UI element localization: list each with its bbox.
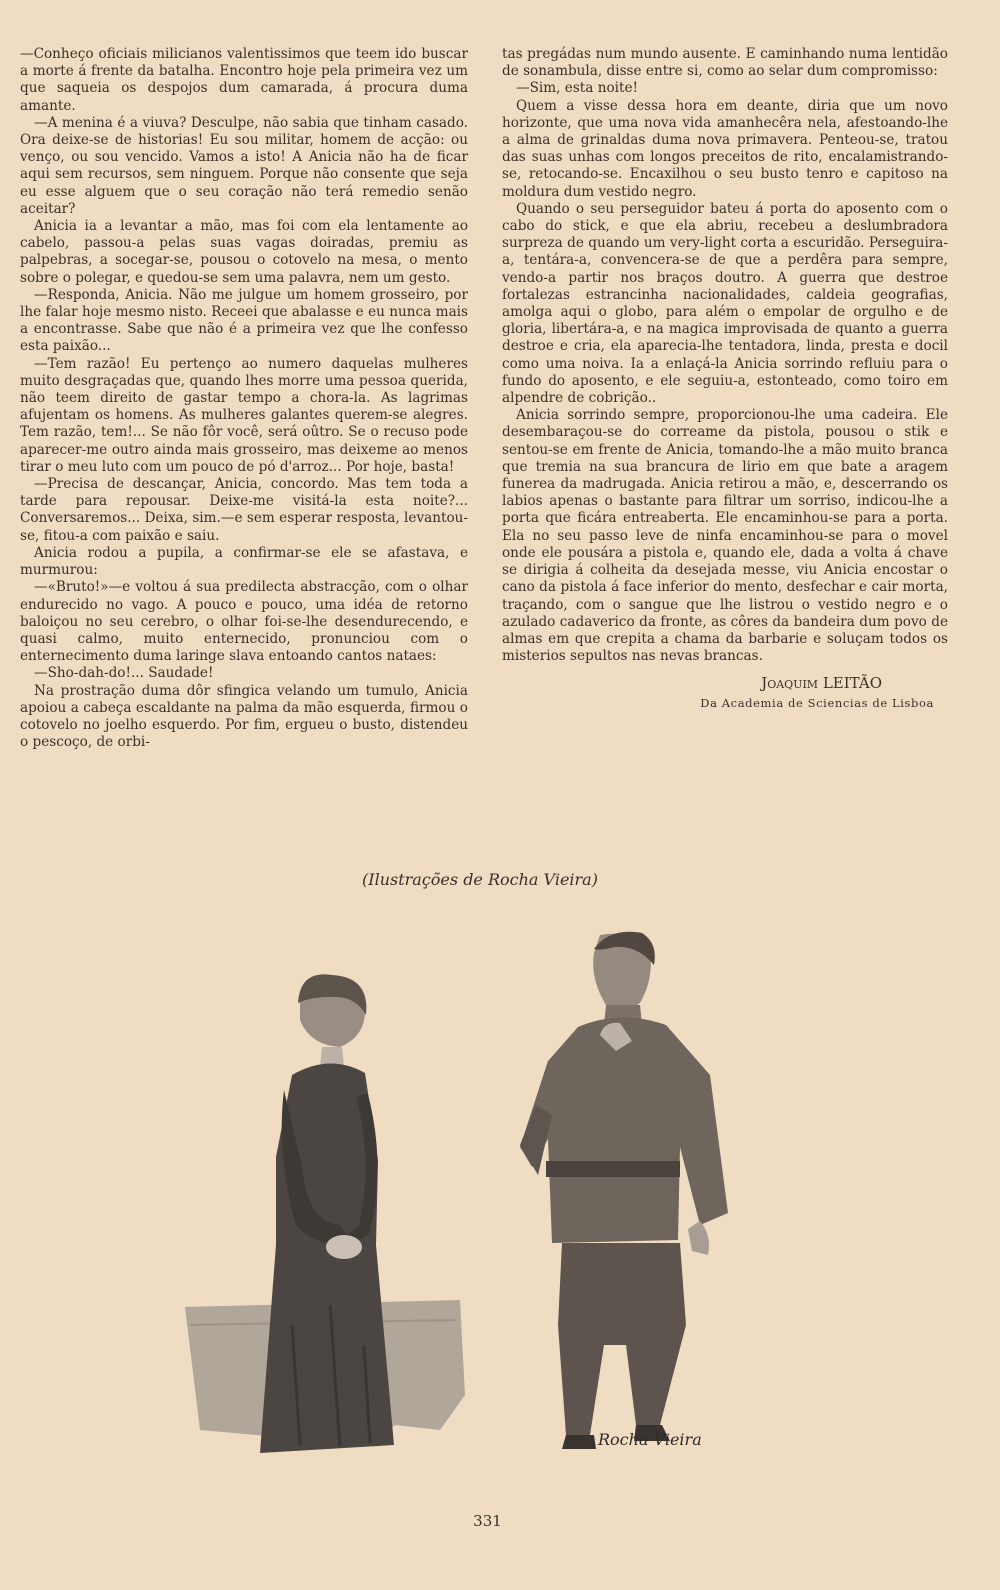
illustration-caption: (Ilustrações de Rocha Vieira) <box>362 870 598 889</box>
paragraph: tas pregádas num mundo ausente. E caminhando numa lentidão de sonambula, disse entre si, como ao selar dum compromisso: <box>502 46 948 80</box>
woman-figure <box>260 974 394 1453</box>
page-number: 331 <box>473 1512 502 1530</box>
author-affiliation: Da Academia de Sciencias de Lisboa <box>700 695 934 710</box>
paragraph: —Sho-dah-do!... Saudade! <box>34 665 214 682</box>
illustration-drawing <box>180 925 800 1480</box>
artist-signature: Rocha Vieira <box>598 1430 702 1449</box>
paragraph: —Responda, Anicia. Não me julgue um homem grosseiro, por lhe falar hoje mesmo nisto. Receei que abalasse e eu nunca mais a encontrasse. Sabe que não é a primeira vez que lhe confesso esta paixão... <box>20 286 468 355</box>
paragraph: —Tem razão! Eu pertenço ao numero daquelas mulheres muito desgraçadas que, quando lhes morre uma pessoa querida, não teem direito de gastar tempo a chora-la. As lagrimas afujentam os homens. As mulheres galantes querem-se alegres. Tem razão, tem!... Se não fôr você, será oûtro. Se o recuso pode aparecer-me outro ainda mais grosseiro, mas deixeme ao menos tirar o meu luto com um pouco de pó d'arroz... Por hoje, basta! <box>20 355 468 475</box>
paragraph: Anicia sorrindo sempre, proporcionou-lhe uma cadeira. Ele desembaraçou-se do correame da pistola, pousou o stik e sentou-se em frente de Anicia, tomando-lhe a mão muito branca que tremia na sua brancura de lirio em que bate a aragem funerea da madrugada. Anicia retirou a mão, e, descerrando os labios apenas o bastante para filtrar um sorriso, indicou-lhe a porta que ficára entreaberta. Ele encaminhou-se para a porta. Ela no seu passo leve de ninfa encaminhou-se para o movel onde ele pousára a pistola e, quando ele, dada a volta á chave se dirigia á colheita da desejada messe, viu Anicia encostar o cano da pistola á face inferior do mento, desfechar e cair morta, traçando, com o sangue que lhe listrou o vestido negro e o azulado cadaverico da fronte, as côres da bandeira dum povo de almas em que crepita a chama da barbarie e soluçam todos os misterios sepultos nas nevas brancas. <box>502 407 948 665</box>
paragraph: Anicia ia a levantar a mão, mas foi com ela lentamente ao cabelo, passou-a pelas suas vagas doiradas, premiu as palpebras, a socegar-se, pousou o cotovelo na mesa, o mento sobre o polegar, e quedou-se sem uma palavra, nem um gesto. <box>20 218 468 286</box>
paragraph: Anicia rodou a pupila, a confirmar-se ele se afastava, e murmurou: <box>20 544 468 579</box>
paragraph: —Conheço oficiais milicianos valentissimos que teem ido buscar a morte á frente da batalha. Encontro hoje pela primeira vez um que saqueia os despojos dum camarada, á procura duma amante. <box>20 46 468 114</box>
paragraph: —A menina é a viuva? Desculpe, não sabia que tinham casado. Ora deixe-se de historias! Eu sou militar, homem de acção: ou venço, ou sou vencido. Vamos a isto! A Anicia não ha de ficar aqui sem recursos, sem ninguem. Porque não consente que seja eu esse alguem que o seu coração não terá remedio senão aceitar? <box>20 114 468 217</box>
paragraph: Na prostração duma dôr sfingica velando um tumulo, Anicia apoiou a cabeça escaldante na palma da mão esquerda, firmou o cotovelo no joelho esquerdo. Por fim, ergueu o busto, distendeu o pescoço, de orbi- <box>20 682 468 751</box>
paragraph: Quem a visse dessa hora em deante, diria que um novo horizonte, que uma nova vida amanhecêra nela, afestoando-lhe a alma de grinaldas duma nova primavera. Penteou-se, tratou das suas unhas com longos preceitos de rito, encalamistrando-se, retocando-se. Encaxilhou o seu busto tenro e capitoso na moldura dum vestido negro. <box>502 97 948 200</box>
paragraph: —Sim, esta noite! <box>516 80 638 97</box>
right-text-column <box>502 46 948 712</box>
soldier-figure <box>520 932 728 1449</box>
author-signature <box>502 675 948 692</box>
author-name: Joaquim LEITÃO <box>761 674 882 693</box>
left-text-column <box>20 46 468 751</box>
paragraph: Quando o seu perseguidor bateu á porta do aposento com o cabo do stick, e que ela abriu, recebeu a deslumbradora surpreza de quando um very-light corta a escuridão. Perseguira-a, tentára-a, convencera-se de que a perdêra para sempre, vendo-a partir nos braços doutro. A guerra que destroe fortalezas estrancinha nacionalidades, caldeia geografias, amolga aqui o globo, para além o empolar de orgulho e de gloria, libertára-a, e na magica improvisada de quanto a guerra destroe e cria, ela aparecia-lhe tentadora, linda, presta e docil como uma noiva. Ia a enlaçá-la Anicia sorrindo refluiu para o fundo do aposento, e ele seguiu-a, estonteado, como toiro em alpendre de cobrição.. <box>502 200 948 407</box>
illustration <box>180 925 800 1480</box>
paragraph: —Precisa de descançar, Anicia, concordo. Mas tem toda a tarde para repousar. Deixe-me visitá-la esta noite?... Conversaremos... Deixa, sim.—e sem esperar resposta, levantou-se, fitou-a com paixão e saiu. <box>20 476 468 544</box>
paragraph: —«Bruto!»—e voltou á sua predilecta abstracção, com o olhar endurecido no vago. A pouco e pouco, uma idéa de retorno baloiçou no seu cerebro, o olhar foi-se-lhe desendurecendo, e quasi calmo, muito enternecido, pronunciou com o enternecimento duma laringe slava entoando cantos nataes: <box>20 579 468 665</box>
